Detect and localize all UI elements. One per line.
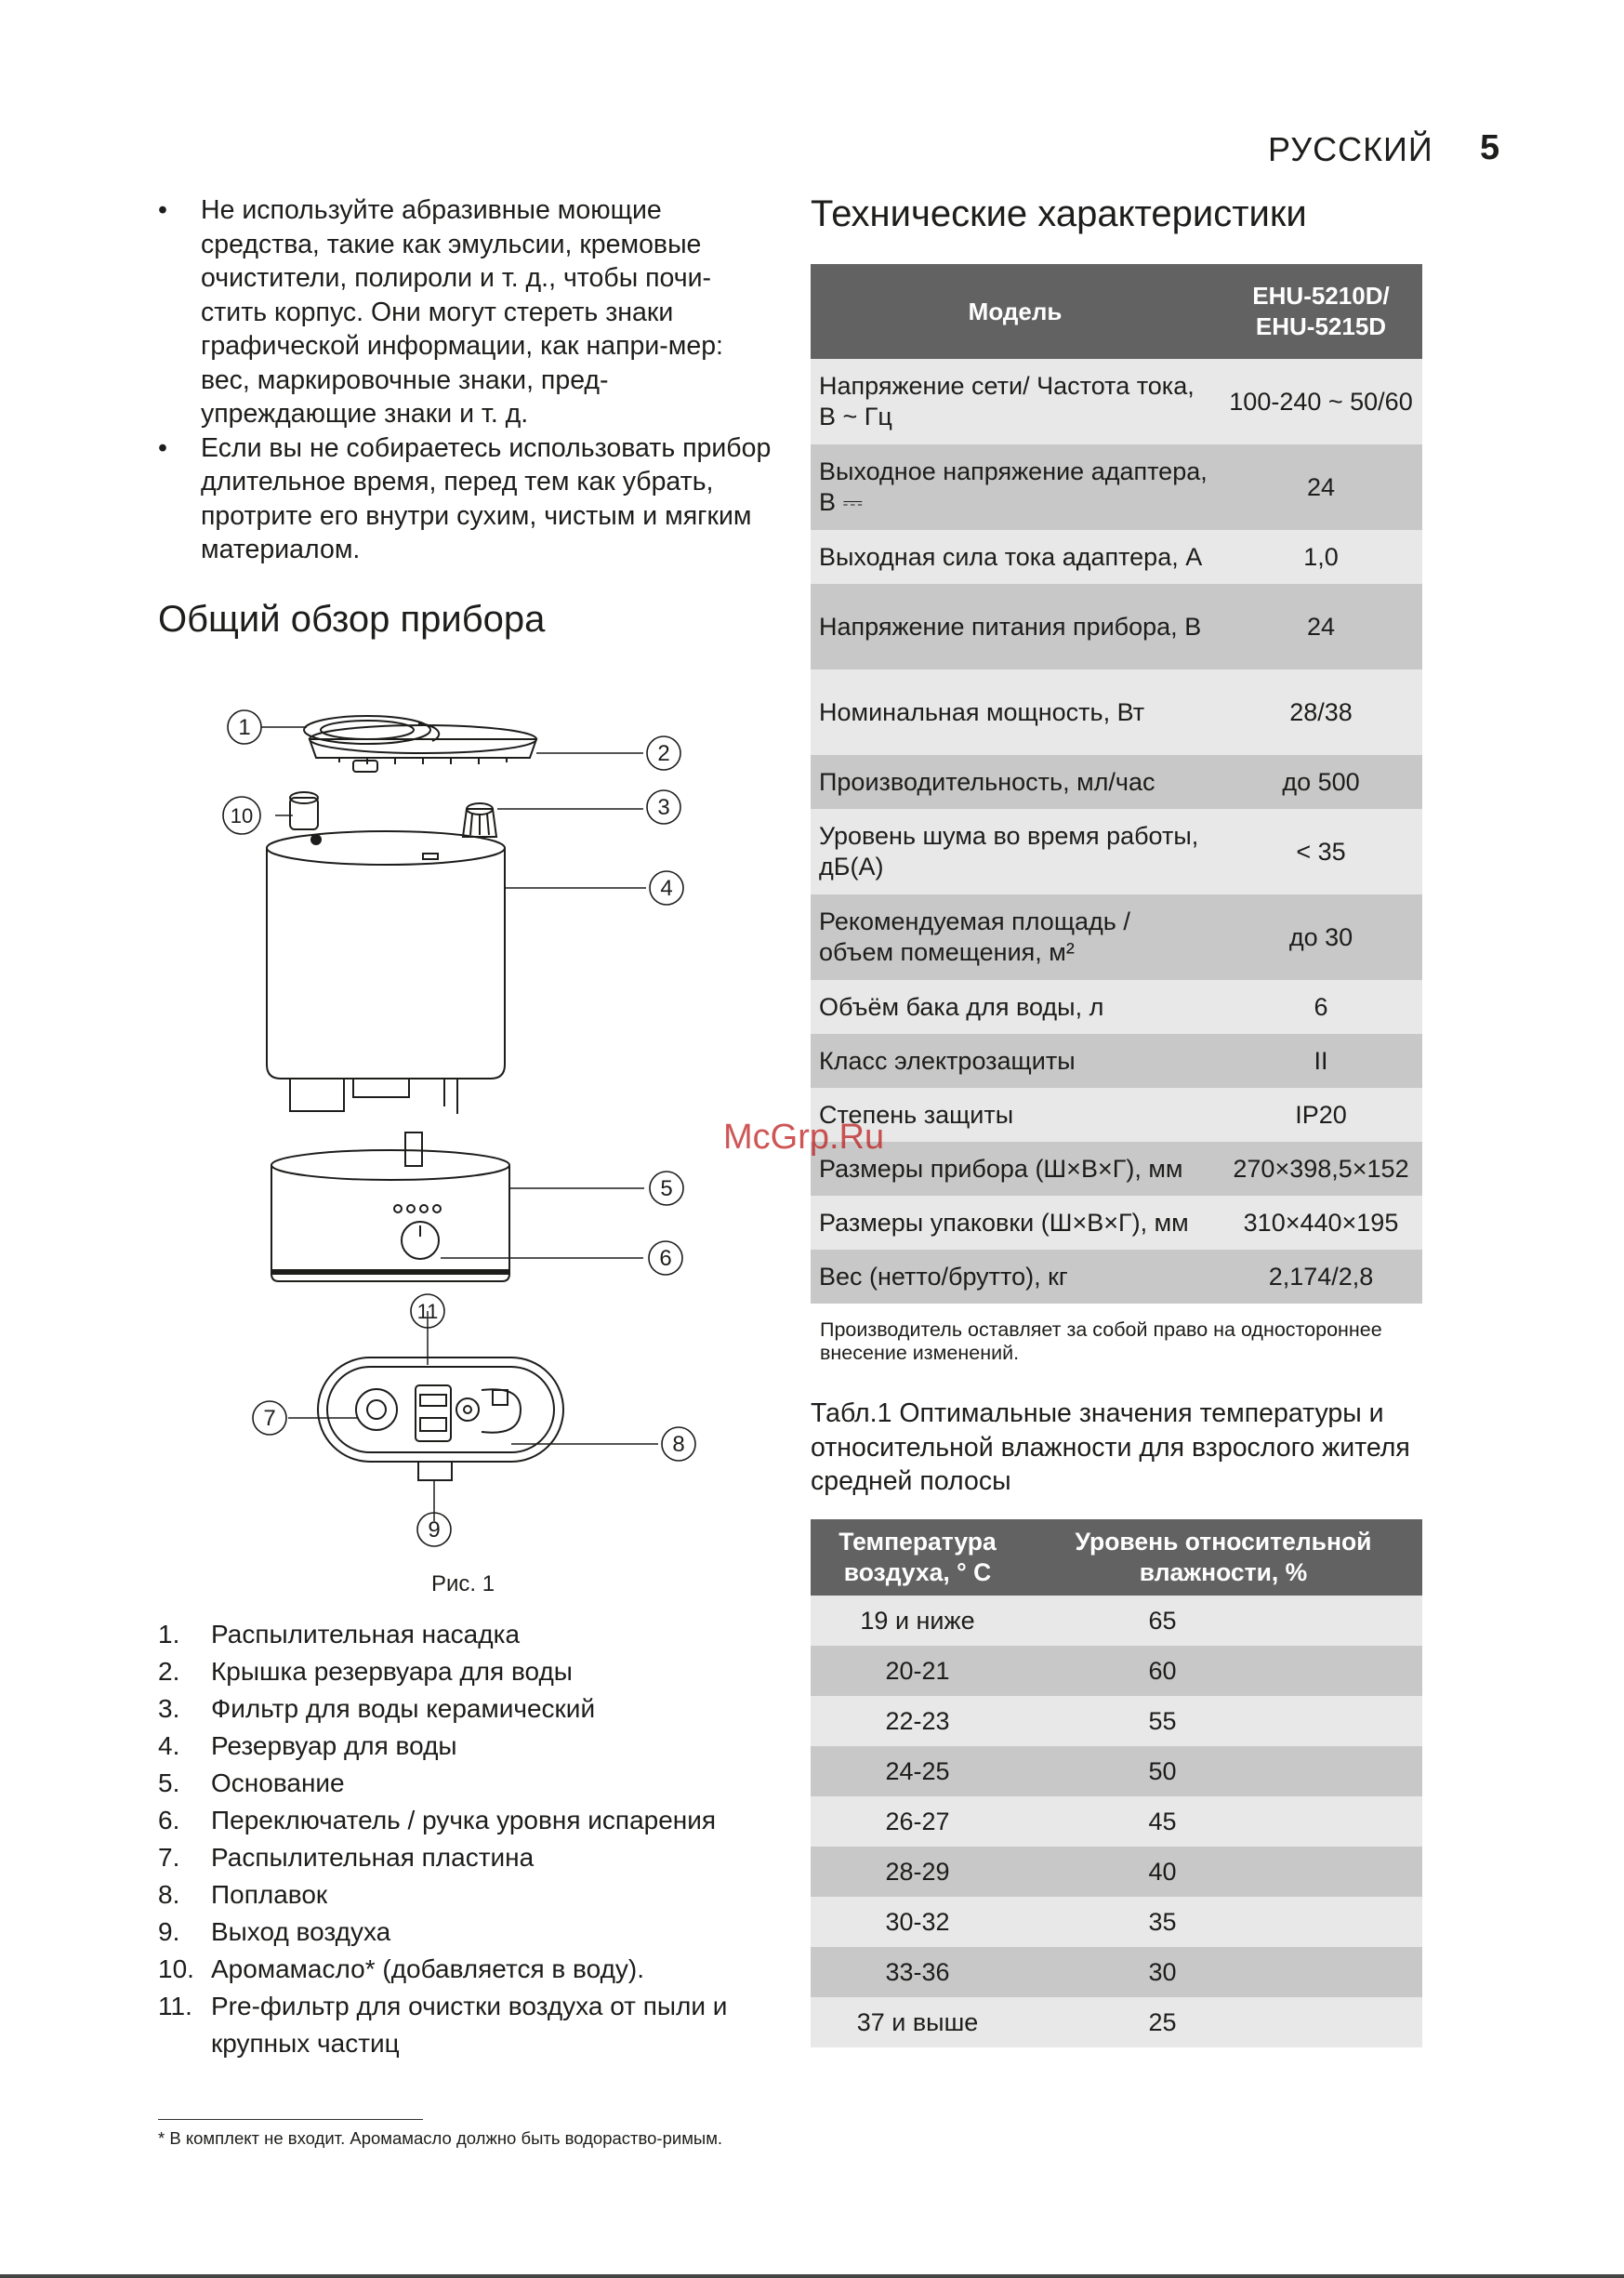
device-exploded-diagram xyxy=(214,697,716,1553)
table-row: Напряжение сети/ Частота тока, В ~ Гц 100-240 ~ 50/60 xyxy=(811,359,1422,444)
header-humidity: Уровень относительной влажности, % xyxy=(1024,1519,1422,1596)
list-item: 10. Аромамасло* (добавляется в воду). xyxy=(158,1954,645,1983)
list-item: 11. Pre-фильтр для очистки воздуха от пыли и крупных частиц xyxy=(158,1992,728,2058)
specs-note: Производитель оставляет за собой право на одностороннее внесение изменений. xyxy=(820,1318,1382,1364)
base-drawing xyxy=(271,1132,509,1281)
table-row: Размеры прибора (Ш×В×Г), мм 270×398,5×152 xyxy=(811,1142,1422,1196)
bullet-item: • Не используйте абразивные моющие средства, такие как эмульсии, кремовые очистители, полироли и т. д., чтобы почи-стить корпус. Они могут стереть знаки графической информации, как напри-мер: вес, маркировочные знаки, пред-упреждающие знаки и т. д. xyxy=(158,193,772,431)
table-row: Рекомендуемая площадь / объем помещения, м² до 30 xyxy=(811,894,1422,980)
table-row: Выходная сила тока адаптера, А 1,0 xyxy=(811,530,1422,584)
list-item: 6. Переключатель / ручка уровня испарения xyxy=(158,1806,717,1834)
table-header-row xyxy=(811,1519,1422,1596)
table-row: Производительность, мл/час до 500 xyxy=(811,755,1422,809)
footnote-divider xyxy=(158,2119,423,2120)
table-row: 37 и выше 25 xyxy=(811,1997,1422,2047)
specs-table xyxy=(811,264,1422,1304)
table-row: 26-27 45 xyxy=(811,1796,1422,1847)
list-item: 4. Резервуар для воды xyxy=(158,1731,457,1760)
callout-6: 6 xyxy=(659,1246,672,1271)
list-item: 7. Распылительная пластина xyxy=(158,1843,535,1872)
humidity-table xyxy=(811,1519,1422,2047)
bottom-view-drawing xyxy=(318,1358,563,1480)
list-item: 1. Распылительная насадка xyxy=(158,1620,521,1649)
table-row: Напряжение питания прибора, В 24 xyxy=(811,584,1422,669)
header-param: Модель xyxy=(811,264,1220,359)
header-value: EHU-5210D/ EHU-5215D xyxy=(1220,264,1422,359)
table-row: 22-23 55 xyxy=(811,1696,1422,1746)
care-bullets xyxy=(158,193,772,567)
parts-list xyxy=(158,1616,809,2062)
table-row: Класс электрозащиты II xyxy=(811,1034,1422,1088)
callout-2: 2 xyxy=(657,741,670,766)
footnote: * В комплект не входит. Аромамасло должно быть водораство-римым. xyxy=(158,2128,723,2148)
table-row: Вес (нетто/брутто), кг 2,174/2,8 xyxy=(811,1250,1422,1304)
watermark: McGrp.Ru xyxy=(723,1118,885,1157)
table-row: 24-25 50 xyxy=(811,1746,1422,1796)
language-label: РУССКИЙ xyxy=(1268,130,1433,168)
list-item: 9. Выход воздуха xyxy=(158,1917,391,1946)
callout-5: 5 xyxy=(660,1176,673,1201)
table-row: 20-21 60 xyxy=(811,1646,1422,1696)
callout-7: 7 xyxy=(263,1406,276,1431)
callout-10: 10 xyxy=(230,804,254,828)
ceramic-filter-drawing xyxy=(463,803,496,837)
table-header-row xyxy=(811,264,1422,359)
table-row: 19 и ниже 65 xyxy=(811,1596,1422,1646)
header-temperature: Температура воздуха, ° С xyxy=(811,1519,1024,1596)
list-item: 2. Крышка резервуара для воды xyxy=(158,1657,573,1686)
page-bottom-border xyxy=(0,2274,1624,2278)
table-row: Степень защиты IP20 xyxy=(811,1088,1422,1142)
bullet-item: • Если вы не собираетесь использовать прибор длительное время, перед тем как убрать, протрите его внутри сухим, чистым и мягким материалом. xyxy=(158,431,772,567)
list-item: 8. Поплавок xyxy=(158,1880,328,1909)
figure-caption: Рис. 1 xyxy=(431,1571,495,1596)
table-row: Объём бака для воды, л 6 xyxy=(811,980,1422,1034)
overview-title: Общий обзор прибора xyxy=(158,599,546,640)
callout-markers xyxy=(223,710,695,1546)
callout-11: 11 xyxy=(416,1300,439,1323)
table-row: Размеры упаковки (Ш×В×Г), мм 310×440×195 xyxy=(811,1196,1422,1250)
table-row: 28-29 40 xyxy=(811,1847,1422,1897)
list-item: 5. Основание xyxy=(158,1768,345,1797)
callout-9: 9 xyxy=(428,1517,441,1543)
list-item: 3. Фильтр для воды керамический xyxy=(158,1694,596,1723)
table-row: 33-36 30 xyxy=(811,1947,1422,1997)
tank-lid-drawing xyxy=(310,725,536,772)
specs-title: Технические характеристики xyxy=(811,193,1307,234)
callout-3: 3 xyxy=(657,795,670,820)
table-row: Номинальная мощность, Вт 28/38 xyxy=(811,669,1422,755)
page-number: 5 xyxy=(1480,128,1500,167)
callout-8: 8 xyxy=(672,1432,685,1457)
water-tank-drawing xyxy=(267,831,505,1114)
humidity-table-caption: Табл.1 Оптимальные значения температуры и относительной влажности для взрослого жителя средней полосы xyxy=(811,1398,1410,1496)
callout-1: 1 xyxy=(238,715,251,740)
table-row: 30-32 35 xyxy=(811,1897,1422,1947)
callout-4: 4 xyxy=(660,876,673,901)
table-row: Уровень шума во время работы, дБ(А) < 35 xyxy=(811,809,1422,894)
table-row: Выходное напряжение адаптера, В ⎓ 24 xyxy=(811,444,1422,530)
